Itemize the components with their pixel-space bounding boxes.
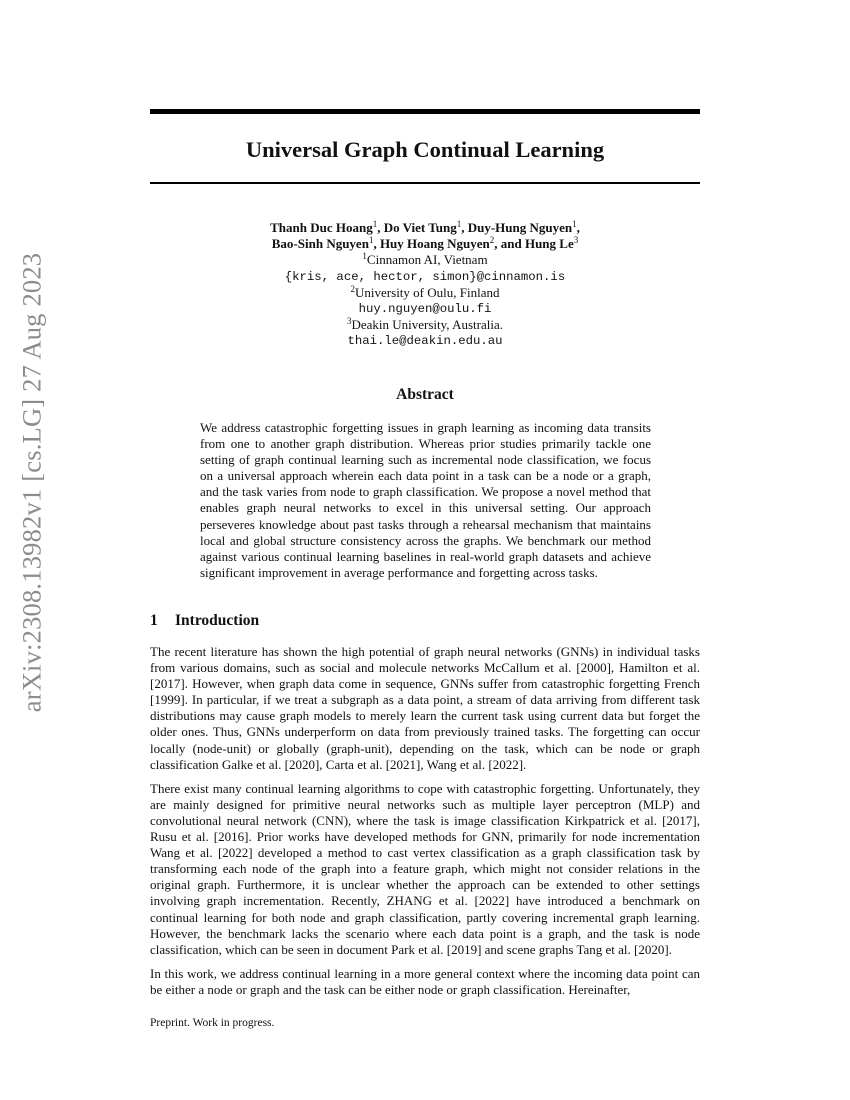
title-rule-bottom bbox=[150, 182, 700, 184]
section-title: Introduction bbox=[175, 612, 260, 629]
paragraph: In this work, we address continual learning in a more general context where the incoming data point can be either a node or graph and the task can be either node or graph classification. Hereinafter, bbox=[150, 965, 700, 997]
author-affiliation-mark: 1 bbox=[372, 219, 378, 229]
author-affiliation-mark: 1 bbox=[456, 219, 462, 229]
affiliation bbox=[150, 285, 700, 301]
affiliation-text: Cinnamon AI, Vietnam bbox=[366, 252, 488, 268]
email: {kris, ace, hector, simon}@cinnamon.is bbox=[284, 269, 566, 284]
author-line-2 bbox=[150, 236, 700, 252]
author-name: Thanh Duc Hoang bbox=[270, 220, 373, 235]
section-heading bbox=[150, 610, 700, 632]
email: huy.nguyen@oulu.fi bbox=[358, 302, 492, 317]
paper-title: Universal Graph Continual Learning bbox=[245, 137, 605, 162]
author-name: Huy Hoang Nguyen bbox=[379, 236, 490, 252]
affiliation-text: University of Oulu, Finland bbox=[355, 284, 500, 300]
author-affiliation-mark: 3 bbox=[573, 235, 579, 246]
author-name: Do Viet Tung bbox=[383, 220, 457, 235]
author-separator: , bbox=[461, 220, 468, 235]
affiliation-mark: 3 bbox=[346, 316, 352, 327]
title-rule-top bbox=[150, 109, 700, 114]
affiliation bbox=[150, 317, 700, 333]
paragraph: There exist many continual learning algorithms to cope with catastrophic forgetting. Unfortunately, they are mainly designed for primitive neural networks such as multiple layer perceptron (MLP) and convolutional neural network (CNN), where the task is image classification Kirkpatrick et al. [2017], Rusu et al. [2016]. Prior works have developed methods for GNN, primarily for node incrementation Wang et al. [2022] developed a method to cast vertex classification as a graph classification task by transforming each node of the graph into a feature graph, which might not consider relations in the original graph. Furthermore, it is unclear whether the approach can be extended to other settings involving graph incrementation. Recently, ZHANG et al. [2022] have introduced a benchmark on continual learning for both node and graph classification, partly covering incremental graph learning. However, the benchmark lacks the scenario where each data point is a graph, and the task is node classification, which can be seen in document Park et al. [2019] and scene graphs Tang et al. [2020]. bbox=[150, 780, 700, 957]
paragraph: The recent literature has shown the high potential of graph neural networks (GNNs) in individual tasks from various domains, such as social and molecule networks McCallum et al. [2000], Hamilton et al. [2017]. However, when graph data come in sequence, GNNs suffer from catastrophic forgetting French [1999]. In particular, if we treat a subgraph as a data point, a stream of data arriving from different task distributions may cause graph models to merely learn the current task using current data but forget the older ones. Thus, GNNs underperform on data from previously trained tasks. The forgetting can occur locally (node-unit) or globally (graph-unit), depending on the task, which can be node or graph classification Galke et al. [2020], Carta et al. [2021], Wang et al. [2022]. bbox=[150, 644, 700, 772]
affiliation bbox=[150, 252, 700, 268]
author-name: Bao-Sinh Nguyen bbox=[271, 236, 369, 252]
author-affiliation-mark: 1 bbox=[368, 235, 374, 246]
abstract-text: We address catastrophic forgetting issues in graph learning as incoming data transits from one to another graph distribution. Whereas prior studies primarily tackle one setting of graph continual learning such as incremental node classification, we focus on a universal approach wherein each data point in a task can be a node or a graph, and the task varies from node to graph classification. We propose a novel method that enables graph neural networks to excel in this universal setting. Our approach perseveres knowledge about past tasks through a rehearsal mechanism that maintains local and global structure consistency across the graphs. We benchmark our method against various continual learning baselines in real-world graph datasets and achieve significant improvement in average performance and forgetting across tasks. bbox=[200, 420, 651, 580]
footer-note: Preprint. Work in progress. bbox=[150, 1017, 275, 1029]
author-separator: , bbox=[576, 220, 580, 235]
author-separator: , bbox=[377, 220, 384, 235]
affiliation-text: Deakin University, Australia. bbox=[351, 317, 503, 333]
author-separator: , bbox=[373, 236, 380, 252]
author-name: and Hung Le bbox=[500, 236, 574, 252]
author-affiliation-mark: 2 bbox=[489, 235, 495, 246]
author-affiliation-mark: 1 bbox=[572, 219, 577, 229]
abstract-heading: Abstract bbox=[396, 386, 454, 403]
author-block bbox=[150, 220, 700, 350]
author-separator: , bbox=[494, 236, 501, 252]
author-name: Duy-Hung Nguyen bbox=[467, 220, 573, 235]
section-body bbox=[150, 644, 700, 1006]
section-number: 1 bbox=[150, 612, 158, 629]
affiliation-mark: 1 bbox=[362, 251, 367, 262]
email: thai.le@deakin.edu.au bbox=[347, 334, 503, 349]
arxiv-identifier: arXiv:2308.13982v1 [cs.LG] 27 Aug 2023 bbox=[16, 252, 47, 713]
affiliation-mark: 2 bbox=[350, 283, 356, 294]
arxiv-stamp bbox=[10, 252, 54, 713]
author-line-1 bbox=[150, 220, 700, 236]
